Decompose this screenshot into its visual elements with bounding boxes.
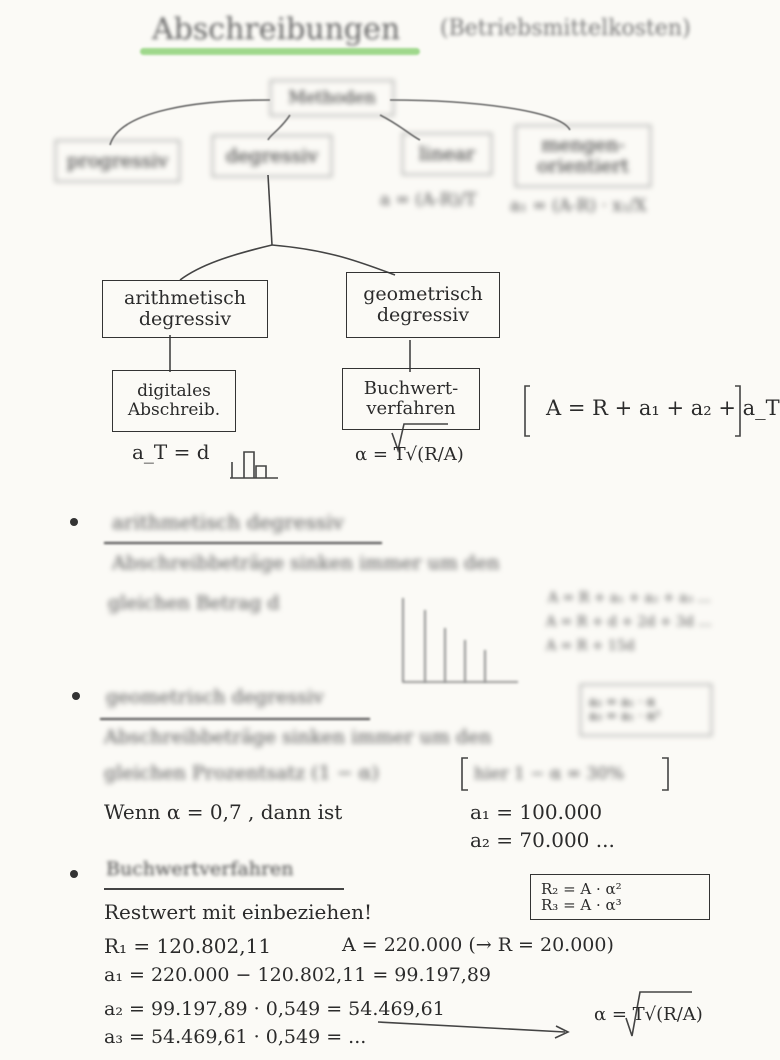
arith-side-3: A = R + 15d	[546, 638, 635, 654]
sum-formula: A = R + a₁ + a₂ + a_T	[546, 396, 780, 420]
geo-heading-underline	[100, 718, 370, 720]
box-buchwertverfahren: Buchwert- verfahren	[342, 368, 480, 430]
mengen-formula: a₁ = (A-R) · x₁/X	[510, 196, 647, 216]
geo-bracket-note: hier 1 − α = 30%	[474, 764, 625, 784]
box-geometrisch-degressiv: geometrisch degressiv	[346, 272, 500, 338]
branch-linear: linear	[402, 133, 492, 175]
geo-heading: geometrisch degressiv	[106, 686, 324, 708]
buch-r1: R₁ = 120.802,11	[104, 934, 272, 958]
box-digitales-abschreibung: digitales Abschreib.	[112, 370, 236, 432]
buch-line-a1: a₁ = 220.000 − 120.802,11 = 99.197,89	[104, 964, 491, 986]
linear-formula: a = (A-R)/T	[380, 190, 477, 210]
bullet-buch	[70, 870, 78, 878]
bullet-arith	[70, 518, 78, 526]
geo-box-line-2: a₃ = a₁ · α²	[589, 709, 661, 724]
digital-formula: a_T = d	[132, 440, 210, 464]
buch-a-value: A = 220.000 (→ R = 20.000)	[342, 934, 614, 956]
arith-heading: arithmetisch degressiv	[112, 510, 344, 534]
bullet-geo	[72, 692, 80, 700]
page-title: Abschreibungen	[152, 12, 401, 47]
page-subtitle: (Betriebsmittelkosten)	[440, 16, 691, 41]
buch-text: Restwert mit einbeziehen!	[104, 900, 373, 924]
buch-heading: Buchwertverfahren	[106, 858, 294, 880]
buch-box-line-1: R₂ = A · α²	[541, 879, 622, 898]
geo-text-1: Abschreibbeträge sinken immer um den	[104, 726, 492, 748]
branch-mengenorientiert: mengen- orientiert	[515, 125, 651, 187]
arith-text-2: gleichen Betrag d	[108, 592, 280, 614]
geo-text-2: gleichen Prozentsatz (1 − α)	[104, 762, 379, 784]
arith-side-2: A = R + d + 2d + 3d ...	[546, 614, 712, 630]
buch-box-line-2: R₃ = A · α³	[541, 896, 622, 914]
buch-line-a3: a₃ = 54.469,61 · 0,549 = ...	[104, 1026, 367, 1048]
buch-alpha: α = T√(R/A)	[594, 1004, 703, 1025]
geo-box-line-1: a₂ = a₁ · α	[589, 694, 656, 710]
geo-a2: a₂ = 70.000 ...	[470, 828, 615, 852]
arith-text-1: Abschreibbeträge sinken immer um den	[112, 552, 500, 574]
buchwert-formula: α = T√(R/A)	[355, 444, 464, 465]
geo-a1: a₁ = 100.000	[470, 800, 603, 824]
branch-progressiv: progressiv	[55, 140, 180, 182]
buch-formula-box	[530, 874, 710, 920]
tree-root-box: Methoden	[270, 80, 394, 116]
box-arithmetisch-degressiv: arithmetisch degressiv	[102, 280, 268, 338]
branch-degressiv: degressiv	[212, 135, 332, 177]
arith-heading-underline	[104, 542, 382, 544]
geo-example: Wenn α = 0,7 , dann ist	[104, 800, 343, 824]
buch-line-a2: a₂ = 99.197,89 · 0,549 = 54.469,61	[104, 998, 445, 1020]
geo-formula-box	[580, 684, 712, 736]
arith-side-1: A = R + a₁ + a₂ + a₃ ...	[548, 590, 711, 606]
buch-heading-underline	[104, 888, 344, 890]
